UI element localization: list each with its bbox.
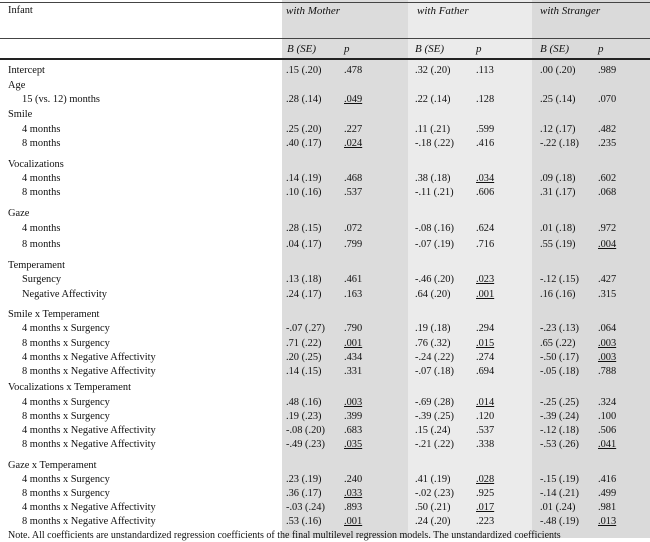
b-se-cell-stranger: -.23 (.13): [540, 323, 579, 334]
row-label: 8 months x Negative Affectivity: [22, 366, 156, 377]
p-value-cell-mother: .478: [344, 65, 363, 76]
p-value-cell-stranger: .068: [598, 187, 617, 198]
row-label: Intercept: [8, 65, 45, 76]
p-value-cell-father: .416: [476, 138, 495, 149]
b-se-cell-mother: .71 (.22): [286, 338, 322, 349]
row-label: 8 months x Negative Affectivity: [22, 439, 156, 450]
row-label: 4 months x Negative Affectivity: [22, 425, 156, 436]
p-value-cell-stranger: .003: [598, 352, 617, 363]
b-se-cell-mother: .14 (.19): [286, 173, 322, 184]
p-value-cell-mother: .240: [344, 474, 363, 485]
b-se-cell-mother: -.07 (.27): [286, 323, 325, 334]
table-subheader-rule: [0, 58, 650, 60]
row-label: 4 months: [22, 173, 61, 184]
b-se-cell-father: .41 (.19): [415, 474, 451, 485]
b-se-cell-mother: -.49 (.23): [286, 439, 325, 450]
p-value-cell-stranger: .506: [598, 425, 617, 436]
b-se-cell-father: -.21 (.22): [415, 439, 454, 450]
b-se-cell-father: .76 (.32): [415, 338, 451, 349]
section-label: Gaze x Temperament: [8, 460, 97, 471]
p-value-cell-mother: .799: [344, 239, 363, 250]
b-se-cell-stranger: .01 (.24): [540, 502, 576, 513]
b-se-cell-father: .15 (.24): [415, 425, 451, 436]
section-label: Smile: [8, 109, 33, 120]
p-value-cell-stranger: .100: [598, 411, 617, 422]
p-value-cell-stranger: .235: [598, 138, 617, 149]
b-se-cell-mother: .23 (.19): [286, 474, 322, 485]
section-label: Vocalizations x Temperament: [8, 382, 131, 393]
b-se-cell-mother: .25 (.20): [286, 124, 322, 135]
b-se-cell-mother: .14 (.15): [286, 366, 322, 377]
p-value-cell-stranger: .064: [598, 323, 617, 334]
p-value-cell-stranger: .324: [598, 397, 617, 408]
row-label: 8 months x Negative Affectivity: [22, 516, 156, 527]
p-value-cell-mother: .893: [344, 502, 363, 513]
p-value-cell-mother: .537: [344, 187, 363, 198]
section-label: Gaze: [8, 208, 30, 219]
p-value-cell-stranger: .482: [598, 124, 617, 135]
p-value-cell-mother: .072: [344, 223, 363, 234]
p-value-cell-stranger: .602: [598, 173, 617, 184]
p-value-cell-father: .128: [476, 94, 495, 105]
p-value-cell-mother: .227: [344, 124, 363, 135]
col-p-header-mother: p: [344, 43, 350, 55]
b-se-cell-father: .38 (.18): [415, 173, 451, 184]
row-label: 4 months: [22, 124, 61, 135]
column-shade-stranger: [532, 0, 650, 538]
row-label: 4 months x Surgency: [22, 323, 110, 334]
b-se-cell-mother: .24 (.17): [286, 289, 322, 300]
p-value-cell-father: .017: [476, 502, 495, 513]
b-se-cell-father: .32 (.20): [415, 65, 451, 76]
row-label: 4 months x Surgency: [22, 474, 110, 485]
b-se-cell-father: -.18 (.22): [415, 138, 454, 149]
b-se-cell-mother: .36 (.17): [286, 488, 322, 499]
b-se-cell-stranger: -.48 (.19): [540, 516, 579, 527]
row-label: 8 months x Surgency: [22, 338, 110, 349]
table-footnote: Note. All coefficients are unstandardized regression coefficients of the final multilevel regression models. The unstandardized coefficients: [8, 530, 561, 541]
col-b-header-father: B (SE): [415, 43, 445, 55]
col-p-header-stranger: p: [598, 43, 604, 55]
b-se-cell-stranger: .65 (.22): [540, 338, 576, 349]
p-value-cell-mother: .049: [344, 94, 363, 105]
p-value-cell-mother: .331: [344, 366, 363, 377]
p-value-cell-stranger: .788: [598, 366, 617, 377]
b-se-cell-stranger: -.39 (.24): [540, 411, 579, 422]
p-value-cell-stranger: .981: [598, 502, 617, 513]
b-se-cell-stranger: .12 (.17): [540, 124, 576, 135]
b-se-cell-mother: .15 (.20): [286, 65, 322, 76]
column-shade-mother: [282, 0, 408, 538]
p-value-cell-father: .537: [476, 425, 495, 436]
row-label: 8 months x Surgency: [22, 411, 110, 422]
column-shade-father: [408, 0, 532, 538]
group-header-stranger: with Stranger: [540, 5, 601, 17]
row-label: 4 months x Negative Affectivity: [22, 352, 156, 363]
b-se-cell-father: -.07 (.18): [415, 366, 454, 377]
p-value-cell-father: .274: [476, 352, 495, 363]
p-value-cell-mother: .434: [344, 352, 363, 363]
b-se-cell-father: .22 (.14): [415, 94, 451, 105]
b-se-cell-stranger: -.50 (.17): [540, 352, 579, 363]
p-value-cell-father: .034: [476, 173, 495, 184]
b-se-cell-father: .24 (.20): [415, 516, 451, 527]
b-se-cell-father: -.39 (.25): [415, 411, 454, 422]
b-se-cell-stranger: .00 (.20): [540, 65, 576, 76]
p-value-cell-father: .028: [476, 474, 495, 485]
p-value-cell-father: .606: [476, 187, 495, 198]
p-value-cell-father: .023: [476, 274, 495, 285]
p-value-cell-father: .120: [476, 411, 495, 422]
b-se-cell-stranger: .55 (.19): [540, 239, 576, 250]
b-se-cell-mother: .53 (.16): [286, 516, 322, 527]
p-value-cell-mother: .024: [344, 138, 363, 149]
infant-header: Infant: [8, 5, 33, 16]
p-value-cell-father: .624: [476, 223, 495, 234]
p-value-cell-father: .925: [476, 488, 495, 499]
b-se-cell-father: .19 (.18): [415, 323, 451, 334]
b-se-cell-mother: .40 (.17): [286, 138, 322, 149]
b-se-cell-father: -.08 (.16): [415, 223, 454, 234]
p-value-cell-stranger: .070: [598, 94, 617, 105]
section-label: Age: [8, 80, 26, 91]
b-se-cell-stranger: .25 (.14): [540, 94, 576, 105]
b-se-cell-mother: .28 (.15): [286, 223, 322, 234]
row-label: 8 months: [22, 239, 61, 250]
p-value-cell-mother: .461: [344, 274, 363, 285]
p-value-cell-stranger: .013: [598, 516, 617, 527]
b-se-cell-father: -.24 (.22): [415, 352, 454, 363]
p-value-cell-mother: .683: [344, 425, 363, 436]
p-value-cell-father: .294: [476, 323, 495, 334]
group-header-mother: with Mother: [286, 5, 341, 17]
table-header-rule: [0, 38, 650, 39]
p-value-cell-mother: .033: [344, 488, 363, 499]
b-se-cell-father: .11 (.21): [415, 124, 451, 135]
p-value-cell-father: .694: [476, 366, 495, 377]
section-label: Temperament: [8, 260, 65, 271]
b-se-cell-stranger: -.53 (.26): [540, 439, 579, 450]
row-label: 4 months: [22, 223, 61, 234]
b-se-cell-stranger: -.15 (.19): [540, 474, 579, 485]
b-se-cell-mother: .19 (.23): [286, 411, 322, 422]
p-value-cell-mother: .001: [344, 338, 363, 349]
b-se-cell-father: -.69 (.28): [415, 397, 454, 408]
b-se-cell-stranger: -.14 (.21): [540, 488, 579, 499]
b-se-cell-stranger: -.12 (.18): [540, 425, 579, 436]
p-value-cell-father: .113: [476, 65, 494, 76]
b-se-cell-stranger: -.12 (.15): [540, 274, 579, 285]
b-se-cell-mother: .28 (.14): [286, 94, 322, 105]
p-value-cell-stranger: .315: [598, 289, 617, 300]
p-value-cell-father: .338: [476, 439, 495, 450]
b-se-cell-mother: .13 (.18): [286, 274, 322, 285]
b-se-cell-stranger: -.25 (.25): [540, 397, 579, 408]
table-top-rule: [0, 2, 650, 3]
section-label: Vocalizations: [8, 159, 64, 170]
p-value-cell-mother: .399: [344, 411, 363, 422]
b-se-cell-father: -.02 (.23): [415, 488, 454, 499]
p-value-cell-father: .014: [476, 397, 495, 408]
p-value-cell-mother: .003: [344, 397, 363, 408]
b-se-cell-mother: -.08 (.20): [286, 425, 325, 436]
row-label: Surgency: [22, 274, 62, 285]
p-value-cell-stranger: .989: [598, 65, 617, 76]
p-value-cell-father: .599: [476, 124, 495, 135]
p-value-cell-mother: .790: [344, 323, 363, 334]
b-se-cell-mother: .20 (.25): [286, 352, 322, 363]
b-se-cell-mother: .04 (.17): [286, 239, 322, 250]
row-label: 4 months x Negative Affectivity: [22, 502, 156, 513]
b-se-cell-mother: -.03 (.24): [286, 502, 325, 513]
b-se-cell-stranger: .09 (.18): [540, 173, 576, 184]
b-se-cell-father: -.46 (.20): [415, 274, 454, 285]
p-value-cell-mother: .035: [344, 439, 363, 450]
b-se-cell-stranger: .01 (.18): [540, 223, 576, 234]
b-se-cell-stranger: .31 (.17): [540, 187, 576, 198]
row-label: 15 (vs. 12) months: [22, 94, 100, 105]
col-b-header-stranger: B (SE): [540, 43, 570, 55]
row-label: Negative Affectivity: [22, 289, 107, 300]
p-value-cell-stranger: .499: [598, 488, 617, 499]
p-value-cell-stranger: .427: [598, 274, 617, 285]
row-label: 8 months x Surgency: [22, 488, 110, 499]
b-se-cell-father: .64 (.20): [415, 289, 451, 300]
p-value-cell-stranger: .041: [598, 439, 617, 450]
p-value-cell-mother: .163: [344, 289, 363, 300]
section-label: Smile x Temperament: [8, 309, 100, 320]
b-se-cell-father: -.11 (.21): [415, 187, 454, 198]
p-value-cell-father: .015: [476, 338, 495, 349]
col-b-header-mother: B (SE): [287, 43, 317, 55]
b-se-cell-mother: .48 (.16): [286, 397, 322, 408]
b-se-cell-stranger: -.05 (.18): [540, 366, 579, 377]
p-value-cell-stranger: .003: [598, 338, 617, 349]
p-value-cell-father: .716: [476, 239, 495, 250]
row-label: 8 months: [22, 138, 61, 149]
p-value-cell-mother: .468: [344, 173, 363, 184]
group-header-father: with Father: [417, 5, 469, 17]
b-se-cell-stranger: .16 (.16): [540, 289, 576, 300]
col-p-header-father: p: [476, 43, 482, 55]
p-value-cell-father: .223: [476, 516, 495, 527]
row-label: 8 months: [22, 187, 61, 198]
b-se-cell-stranger: -.22 (.18): [540, 138, 579, 149]
p-value-cell-stranger: .004: [598, 239, 617, 250]
b-se-cell-father: .50 (.21): [415, 502, 451, 513]
b-se-cell-father: -.07 (.19): [415, 239, 454, 250]
row-label: 4 months x Surgency: [22, 397, 110, 408]
p-value-cell-mother: .001: [344, 516, 363, 527]
p-value-cell-stranger: .972: [598, 223, 617, 234]
p-value-cell-father: .001: [476, 289, 495, 300]
p-value-cell-stranger: .416: [598, 474, 617, 485]
b-se-cell-mother: .10 (.16): [286, 187, 322, 198]
